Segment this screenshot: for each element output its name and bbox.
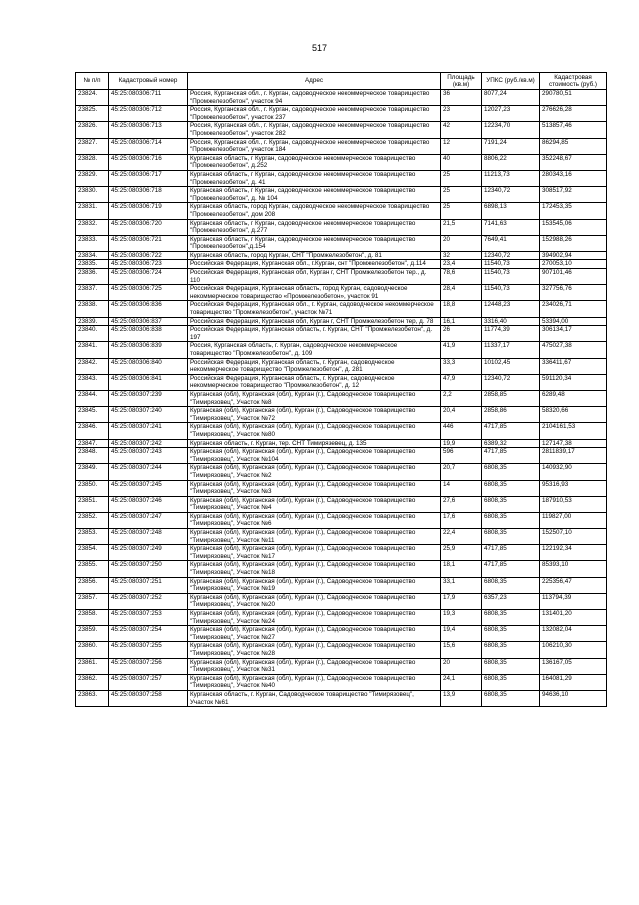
table-row — [76, 529, 607, 545]
upks-cell: 3316,40 — [482, 317, 540, 326]
row-index-cell: 23839. — [76, 317, 109, 326]
row-index-cell: 23854. — [76, 545, 109, 561]
cadastral-number-cell: 45:25:080307:239 — [109, 390, 188, 406]
upks-cell: 6357,23 — [482, 593, 540, 609]
upks-cell: 6898,13 — [482, 203, 540, 219]
cadastral-value-cell: 122192,34 — [540, 545, 607, 561]
cadastral-number-cell: 45:25:080307:249 — [109, 545, 188, 561]
cadastral-value-cell: 95316,93 — [540, 480, 607, 496]
table-row — [76, 674, 607, 690]
address-cell: Курганская область, город Курган, садоводческое некоммерческое товарищество "Промжелезобетон", дом 208 — [188, 203, 441, 219]
address-cell: Российская Федерация, Курганская обл., г. Курган, садоводческое некоммерческое товарищество "Промжелезобетон", участок №71 — [188, 301, 441, 317]
address-cell: Курганская область, г Курган, садоводческое некоммерческое товарищество "Промжелезобетон",д.154 — [188, 235, 441, 251]
address-cell: Российская Федерация, Курганская область, город Курган, садоводческое некоммерческое товарищество «Промжелезобетон», участок 91 — [188, 285, 441, 301]
cadastral-number-cell: 45:25:080306:838 — [109, 326, 188, 342]
cadastral-number-cell: 45:25:080306:720 — [109, 219, 188, 235]
address-cell: Курганская (обл), Курганская (обл), Курган (г.), Садоводческое товарищество "Тимирязовец", Участок №28 — [188, 642, 441, 658]
cadastral-number-cell: 45:25:080306:840 — [109, 358, 188, 374]
upks-cell: 6808,35 — [482, 658, 540, 674]
row-index-cell: 23827. — [76, 138, 109, 154]
address-cell: Российская Федерация, Курганская обл, Курган г, СНТ Промжелезобетон тер, д. 78 — [188, 317, 441, 326]
row-index-cell: 23824. — [76, 90, 109, 106]
table-row — [76, 374, 607, 390]
table-row — [76, 122, 607, 138]
upks-cell: 6808,35 — [482, 496, 540, 512]
column-header-index: № п/п — [76, 73, 109, 90]
table-row — [76, 251, 607, 260]
cadastral-number-cell: 45:25:080307:246 — [109, 496, 188, 512]
area-cell: 23 — [441, 106, 482, 122]
cadastral-number-cell: 45:25:080306:719 — [109, 203, 188, 219]
area-cell: 15,6 — [441, 642, 482, 658]
cadastral-value-cell: 270053,10 — [540, 260, 607, 269]
cadastral-value-cell: 352248,67 — [540, 154, 607, 170]
address-cell: Курганская (обл), Курганская (обл), Курган (г.), Садоводческое товарищество "Тимирязовец", Участок №40 — [188, 674, 441, 690]
cadastral-number-cell: 45:25:080306:837 — [109, 317, 188, 326]
address-cell: Курганская (обл), Курганская (обл), Курган (г.), Садоводческое товарищество "Тимирязовец", Участок №31 — [188, 658, 441, 674]
table-row — [76, 138, 607, 154]
table-row — [76, 106, 607, 122]
cadastral-value-cell: 306134,17 — [540, 326, 607, 342]
row-index-cell: 23844. — [76, 390, 109, 406]
cadastral-number-cell: 45:25:080306:839 — [109, 342, 188, 358]
upks-cell: 6808,35 — [482, 610, 540, 626]
cadastral-number-cell: 45:25:080306:725 — [109, 285, 188, 301]
address-cell: Курганская (обл), Курганская (обл), Курган (г.), Садоводческое товарищество "Тимирязовец", Участок №6 — [188, 512, 441, 528]
table-row — [76, 642, 607, 658]
upks-cell: 11540,73 — [482, 285, 540, 301]
address-cell: Российская Федерация, Курганская область, г. Курган, садоводческое некоммерческое товарищество "Промжелезобетон", д. 281 — [188, 358, 441, 374]
cadastral-value-cell: 276626,28 — [540, 106, 607, 122]
row-index-cell: 23838. — [76, 301, 109, 317]
cadastral-value-cell: 280343,16 — [540, 170, 607, 186]
area-cell: 25,9 — [441, 545, 482, 561]
row-index-cell: 23863. — [76, 690, 109, 706]
address-cell: Курганская (обл), Курганская (обл), Курган (г.), Садоводческое товарищество "Тимирязовец", Участок №24 — [188, 610, 441, 626]
cadastral-number-cell: 45:25:080306:716 — [109, 154, 188, 170]
upks-cell: 11337,17 — [482, 342, 540, 358]
address-cell: Россия, Курганская обл., г. Курган, садоводческое некоммерческое товарищество "Промжелезобетон", участок 237 — [188, 106, 441, 122]
area-cell: 19,3 — [441, 610, 482, 626]
cadastral-number-cell: 45:25:080307:257 — [109, 674, 188, 690]
upks-cell: 6808,35 — [482, 480, 540, 496]
upks-cell: 6808,35 — [482, 464, 540, 480]
upks-cell: 7141,63 — [482, 219, 540, 235]
table-row — [76, 301, 607, 317]
address-cell: Курганская (обл), Курганская (обл), Курган (г.), Садоводческое товарищество "Тимирязовец", Участок №11 — [188, 529, 441, 545]
row-index-cell: 23848. — [76, 448, 109, 464]
table-row — [76, 423, 607, 439]
area-cell: 23,4 — [441, 260, 482, 269]
table-row — [76, 203, 607, 219]
area-cell: 42 — [441, 122, 482, 138]
area-cell: 36 — [441, 90, 482, 106]
area-cell: 596 — [441, 448, 482, 464]
cadastral-number-cell: 45:25:080307:251 — [109, 577, 188, 593]
row-index-cell: 23834. — [76, 251, 109, 260]
area-cell: 12 — [441, 138, 482, 154]
address-cell: Курганская (обл), Курганская (обл), Курган (г.), Садоводческое товарищество "Тимирязовец", Участок №3 — [188, 480, 441, 496]
address-cell: Курганская (обл), Курганская (обл), Курган (г.), Садоводческое товарищество "Тимирязовец", Участок №17 — [188, 545, 441, 561]
address-cell: Курганская область, г Курган, садоводческое некоммерческое товарищество "Промжелезобетон", д. 41 — [188, 170, 441, 186]
table-row — [76, 90, 607, 106]
cadastral-value-cell: 907101,46 — [540, 269, 607, 285]
table-row — [76, 610, 607, 626]
cadastral-number-cell: 45:25:080306:723 — [109, 260, 188, 269]
cadastral-value-cell: 234026,71 — [540, 301, 607, 317]
area-cell: 2,2 — [441, 390, 482, 406]
cadastral-value-cell: 308517,92 — [540, 187, 607, 203]
address-cell: Россия, Курганская обл., г. Курган, садоводческое некоммерческое товарищество "Промжелезобетон", участок 282 — [188, 122, 441, 138]
row-index-cell: 23825. — [76, 106, 109, 122]
area-cell: 22,4 — [441, 529, 482, 545]
table-row — [76, 658, 607, 674]
area-cell: 41,9 — [441, 342, 482, 358]
cadastral-number-cell: 45:25:080306:722 — [109, 251, 188, 260]
upks-cell: 8077,24 — [482, 90, 540, 106]
upks-cell: 10102,45 — [482, 358, 540, 374]
address-cell: Россия, Курганская обл., г. Курган, садоводческое некоммерческое товарищество "Промжелезобетон", участок 184 — [188, 138, 441, 154]
address-cell: Российская Федерация, Курганская область, г. Курган, садоводческое некоммерческое товарищество "Промжелезобетон", д. 12 — [188, 374, 441, 390]
cadastral-value-cell: 513857,46 — [540, 122, 607, 138]
address-cell: Курганская (обл), Курганская (обл), Курган (г.), Садоводческое товарищество "Тимирязовец", Участок №72 — [188, 407, 441, 423]
area-cell: 18,1 — [441, 561, 482, 577]
cadastral-value-cell: 172453,35 — [540, 203, 607, 219]
area-cell: 33,3 — [441, 358, 482, 374]
address-cell: Российская Федерация, Курганская область, г. Курган, СНТ "Промжелезобетон", д. 197 — [188, 326, 441, 342]
table-row — [76, 496, 607, 512]
row-index-cell: 23853. — [76, 529, 109, 545]
row-index-cell: 23859. — [76, 626, 109, 642]
area-cell: 21,5 — [441, 219, 482, 235]
cadastral-value-cell: 119827,00 — [540, 512, 607, 528]
table-row — [76, 235, 607, 251]
address-cell: Россия, Курганская обл., г. Курган, садоводческое некоммерческое товарищество "Промжелезобетон", участок 94 — [188, 90, 441, 106]
cadastral-number-cell: 45:25:080306:714 — [109, 138, 188, 154]
cadastral-number-cell: 45:25:080307:240 — [109, 407, 188, 423]
address-cell: Курганская (обл), Курганская (обл), Курган (г.), Садоводческое товарищество "Тимирязовец", Участок №104 — [188, 448, 441, 464]
table-row — [76, 187, 607, 203]
cadastral-value-cell: 591120,34 — [540, 374, 607, 390]
table-row — [76, 342, 607, 358]
address-cell: Курганская (обл), Курганская (обл), Курган (г.), Садоводческое товарищество "Тимирязовец", Участок №8 — [188, 390, 441, 406]
upks-cell: 11540,73 — [482, 260, 540, 269]
upks-cell: 4717,85 — [482, 448, 540, 464]
cadastral-number-cell: 45:25:080306:711 — [109, 90, 188, 106]
address-cell: Курганская (обл), Курганская (обл), Курган (г.), Садоводческое товарищество "Тимирязовец", Участок №4 — [188, 496, 441, 512]
address-cell: Российская Федерация, Курганская обл, Курган г, СНТ Промжелезобетон тер., д. 110 — [188, 269, 441, 285]
upks-cell: 4717,85 — [482, 561, 540, 577]
cadastral-value-cell: 290780,51 — [540, 90, 607, 106]
table-row — [76, 326, 607, 342]
cadastral-value-cell: 113794,39 — [540, 593, 607, 609]
address-cell: Курганская область, г Курган, садоводческое некоммерческое товарищество "Промжелезобетон", д.252 — [188, 154, 441, 170]
cadastral-value-cell: 131401,20 — [540, 610, 607, 626]
address-cell: Курганская область, г Курган, садоводческое некоммерческое товарищество "Промжелезобетон", д.277 — [188, 219, 441, 235]
cadastral-number-cell: 45:25:080306:713 — [109, 122, 188, 138]
cadastral-number-cell: 45:25:080306:721 — [109, 235, 188, 251]
area-cell: 32 — [441, 251, 482, 260]
cadastral-number-cell: 45:25:080307:247 — [109, 512, 188, 528]
cadastral-number-cell: 45:25:080307:245 — [109, 480, 188, 496]
row-index-cell: 23830. — [76, 187, 109, 203]
cadastral-value-cell: 85393,10 — [540, 561, 607, 577]
cadastral-number-cell: 45:25:080306:718 — [109, 187, 188, 203]
upks-cell: 6389,32 — [482, 439, 540, 448]
table-row — [76, 390, 607, 406]
table-row — [76, 219, 607, 235]
row-index-cell: 23857. — [76, 593, 109, 609]
upks-cell: 4717,85 — [482, 423, 540, 439]
cadastral-value-cell: 94636,10 — [540, 690, 607, 706]
cadastral-value-cell: 225356,47 — [540, 577, 607, 593]
upks-cell: 8806,22 — [482, 154, 540, 170]
table-row — [76, 407, 607, 423]
cadastral-value-cell: 187910,53 — [540, 496, 607, 512]
upks-cell: 6808,35 — [482, 626, 540, 642]
upks-cell: 6808,35 — [482, 529, 540, 545]
upks-cell: 12027,23 — [482, 106, 540, 122]
row-index-cell: 23855. — [76, 561, 109, 577]
area-cell: 33,1 — [441, 577, 482, 593]
cadastral-value-cell: 106210,30 — [540, 642, 607, 658]
area-cell: 28,4 — [441, 285, 482, 301]
table-row — [76, 561, 607, 577]
table-row — [76, 170, 607, 186]
cadastral-number-cell: 45:25:080307:253 — [109, 610, 188, 626]
cadastral-value-cell: 327756,76 — [540, 285, 607, 301]
cadastral-value-cell: 475027,38 — [540, 342, 607, 358]
row-index-cell: 23856. — [76, 577, 109, 593]
row-index-cell: 23845. — [76, 407, 109, 423]
upks-cell: 12340,72 — [482, 251, 540, 260]
address-cell: Курганская область, г. Курган, тер. СНТ Тимирязевец, д. 135 — [188, 439, 441, 448]
address-cell: Курганская (обл), Курганская (обл), Курган (г.), Садоводческое товарищество "Тимирязовец", Участок №20 — [188, 593, 441, 609]
address-cell: Курганская область, г. Курган, Садоводческое товарищество "Тимирязовец", Участок №61 — [188, 690, 441, 706]
upks-cell: 12448,23 — [482, 301, 540, 317]
row-index-cell: 23828. — [76, 154, 109, 170]
cadastral-value-cell: 2811839,17 — [540, 448, 607, 464]
cadastral-number-cell: 45:25:080307:248 — [109, 529, 188, 545]
row-index-cell: 23841. — [76, 342, 109, 358]
address-cell: Российская Федерация, Курганская обл., г.Курган, снт "Промжелезобетон", д.114 — [188, 260, 441, 269]
cadastral-value-cell: 86294,85 — [540, 138, 607, 154]
row-index-cell: 23850. — [76, 480, 109, 496]
upks-cell: 11213,73 — [482, 170, 540, 186]
area-cell: 20 — [441, 235, 482, 251]
upks-cell: 6808,35 — [482, 577, 540, 593]
cadastral-number-cell: 45:25:080307:255 — [109, 642, 188, 658]
table-row — [76, 358, 607, 374]
area-cell: 47,9 — [441, 374, 482, 390]
cadastral-value-cell: 394902,94 — [540, 251, 607, 260]
row-index-cell: 23861. — [76, 658, 109, 674]
upks-cell: 6808,35 — [482, 690, 540, 706]
area-cell: 78,6 — [441, 269, 482, 285]
cadastral-number-cell: 45:25:080307:250 — [109, 561, 188, 577]
area-cell: 446 — [441, 423, 482, 439]
cadastral-number-cell: 45:25:080306:717 — [109, 170, 188, 186]
table-row — [76, 480, 607, 496]
column-header-address: Адрес — [188, 73, 441, 90]
upks-cell: 4717,85 — [482, 545, 540, 561]
row-index-cell: 23846. — [76, 423, 109, 439]
cadastral-number-cell: 45:25:080307:241 — [109, 423, 188, 439]
address-cell: Курганская (обл), Курганская (обл), Курган (г.), Садоводческое товарищество "Тимирязовец", Участок №19 — [188, 577, 441, 593]
area-cell: 18,8 — [441, 301, 482, 317]
table-body — [76, 90, 607, 707]
cadastral-number-cell: 45:25:080306:724 — [109, 269, 188, 285]
upks-cell: 12234,70 — [482, 122, 540, 138]
area-cell: 17,6 — [441, 512, 482, 528]
upks-cell: 6808,35 — [482, 512, 540, 528]
table-row — [76, 154, 607, 170]
area-cell: 25 — [441, 203, 482, 219]
area-cell: 19,4 — [441, 626, 482, 642]
cadastral-number-cell: 45:25:080307:256 — [109, 658, 188, 674]
upks-cell: 11540,73 — [482, 269, 540, 285]
table-row — [76, 439, 607, 448]
row-index-cell: 23849. — [76, 464, 109, 480]
cadastral-value-cell: 140932,90 — [540, 464, 607, 480]
row-index-cell: 23840. — [76, 326, 109, 342]
table-row — [76, 448, 607, 464]
cadastral-value-cell: 6289,48 — [540, 390, 607, 406]
column-header-cadastral-value: Кадастровая стоимость (руб.) — [540, 73, 607, 90]
table-header-row — [76, 73, 607, 90]
area-cell: 14 — [441, 480, 482, 496]
upks-cell: 6808,35 — [482, 674, 540, 690]
table-row — [76, 593, 607, 609]
upks-cell: 12340,72 — [482, 374, 540, 390]
row-index-cell: 23852. — [76, 512, 109, 528]
page-number: 517 — [311, 43, 328, 53]
address-cell: Курганская (обл), Курганская (обл), Курган (г.), Садоводческое товарищество "Тимирязовец", Участок №18 — [188, 561, 441, 577]
area-cell: 25 — [441, 170, 482, 186]
row-index-cell: 23847. — [76, 439, 109, 448]
upks-cell: 2858,86 — [482, 407, 540, 423]
address-cell: Курганская (обл), Курганская (обл), Курган (г.), Садоводческое товарищество "Тимирязовец", Участок №80 — [188, 423, 441, 439]
table-row — [76, 626, 607, 642]
address-cell: Курганская область, город Курган, СНТ "Промжелезобетон", д. 81 — [188, 251, 441, 260]
cadastral-number-cell: 45:25:080306:712 — [109, 106, 188, 122]
table-row — [76, 260, 607, 269]
row-index-cell: 23842. — [76, 358, 109, 374]
cadastral-number-cell: 45:25:080307:258 — [109, 690, 188, 706]
area-cell: 24,1 — [441, 674, 482, 690]
table-row — [76, 690, 607, 706]
area-cell: 26 — [441, 326, 482, 342]
cadastral-number-cell: 45:25:080307:244 — [109, 464, 188, 480]
column-header-area: Площадь (кв.м) — [441, 73, 482, 90]
cadastral-number-cell: 45:25:080307:254 — [109, 626, 188, 642]
cadastral-value-cell: 2104161,53 — [540, 423, 607, 439]
row-index-cell: 23837. — [76, 285, 109, 301]
cadastral-value-cell: 152988,26 — [540, 235, 607, 251]
cadastral-value-cell: 152507,10 — [540, 529, 607, 545]
upks-cell: 6808,35 — [482, 642, 540, 658]
row-index-cell: 23860. — [76, 642, 109, 658]
upks-cell: 7649,41 — [482, 235, 540, 251]
address-cell: Курганская область, г Курган, садоводческое некоммерческое товарищество "Промжелезобетон", д. № 104 — [188, 187, 441, 203]
cadastral-number-cell: 45:25:080306:836 — [109, 301, 188, 317]
row-index-cell: 23833. — [76, 235, 109, 251]
table-row — [76, 269, 607, 285]
cadastral-value-cell: 136167,05 — [540, 658, 607, 674]
row-index-cell: 23829. — [76, 170, 109, 186]
table-row — [76, 285, 607, 301]
address-cell: Россия, Курганская область, г. Курган, садоводческое некоммерческое товарищество "Промжелезобетон", д. 109 — [188, 342, 441, 358]
cadastral-number-cell: 45:25:080306:841 — [109, 374, 188, 390]
row-index-cell: 23843. — [76, 374, 109, 390]
table-row — [76, 317, 607, 326]
cadastral-value-table — [75, 72, 607, 707]
row-index-cell: 23826. — [76, 122, 109, 138]
upks-cell: 11774,39 — [482, 326, 540, 342]
address-cell: Курганская (обл), Курганская (обл), Курган (г.), Садоводческое товарищество "Тимирязовец", Участок №27 — [188, 626, 441, 642]
cadastral-value-cell: 127147,38 — [540, 439, 607, 448]
cadastral-value-cell: 153545,06 — [540, 219, 607, 235]
cadastral-value-cell: 53394,00 — [540, 317, 607, 326]
cadastral-value-cell: 164081,29 — [540, 674, 607, 690]
table-row — [76, 512, 607, 528]
area-cell: 20,4 — [441, 407, 482, 423]
cadastral-value-cell: 132082,04 — [540, 626, 607, 642]
area-cell: 25 — [441, 187, 482, 203]
upks-cell: 7191,24 — [482, 138, 540, 154]
upks-cell: 12340,72 — [482, 187, 540, 203]
area-cell: 20 — [441, 658, 482, 674]
row-index-cell: 23836. — [76, 269, 109, 285]
cadastral-number-cell: 45:25:080307:242 — [109, 439, 188, 448]
address-cell: Курганская (обл), Курганская (обл), Курган (г.), Садоводческое товарищество "Тимирязовец", Участок №2 — [188, 464, 441, 480]
row-index-cell: 23831. — [76, 203, 109, 219]
table-row — [76, 577, 607, 593]
cadastral-number-cell: 45:25:080307:243 — [109, 448, 188, 464]
row-index-cell: 23835. — [76, 260, 109, 269]
area-cell: 40 — [441, 154, 482, 170]
cadastral-value-cell: 336411,67 — [540, 358, 607, 374]
column-header-cadastral-number: Кадастровый номер — [109, 73, 188, 90]
area-cell: 16,1 — [441, 317, 482, 326]
upks-cell: 2858,85 — [482, 390, 540, 406]
cadastral-number-cell: 45:25:080307:252 — [109, 593, 188, 609]
row-index-cell: 23862. — [76, 674, 109, 690]
area-cell: 20,7 — [441, 464, 482, 480]
row-index-cell: 23851. — [76, 496, 109, 512]
column-header-upks: УПКС (руб./кв.м) — [482, 73, 540, 90]
row-index-cell: 23832. — [76, 219, 109, 235]
row-index-cell: 23858. — [76, 610, 109, 626]
area-cell: 17,9 — [441, 593, 482, 609]
area-cell: 19,9 — [441, 439, 482, 448]
area-cell: 13,9 — [441, 690, 482, 706]
area-cell: 27,6 — [441, 496, 482, 512]
cadastral-value-cell: 58320,66 — [540, 407, 607, 423]
table-row — [76, 464, 607, 480]
table-row — [76, 545, 607, 561]
